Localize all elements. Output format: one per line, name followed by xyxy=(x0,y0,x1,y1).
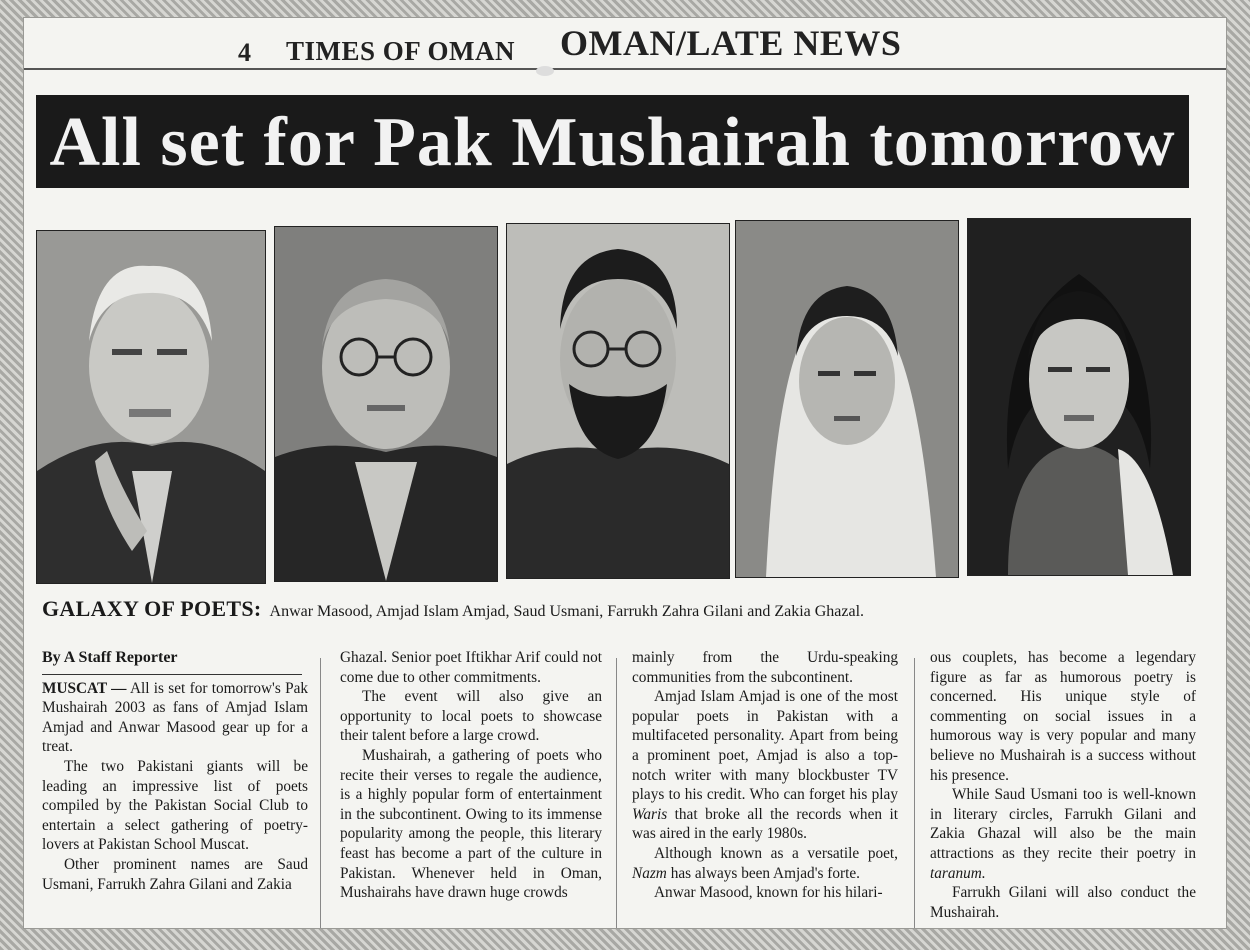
paragraph-text: While Saud Usmani too is well-known in literary circles, Farrukh Gilani and Zakia Ghazal will also be the main attractions as they recite their poetry in xyxy=(930,786,1196,862)
photo-saud-usmani xyxy=(506,223,730,579)
article-column-4 xyxy=(930,648,1196,922)
photo-zakia-ghazal xyxy=(967,218,1191,576)
column-divider xyxy=(616,658,617,928)
column-divider xyxy=(320,658,321,928)
paragraph-text: Although known as a versatile poet, xyxy=(654,844,898,862)
article-paragraph: Mushairah, a gathering of poets who recite their verses to regale the audience, is a highly popular form of entertainment in the subcontinent. Owing to its immense popularity among the people, this literary feast has become a part of the culture in Pakistan. Whenever held in Oman, Mushairahs have drawn huge crowds xyxy=(340,746,602,902)
paragraph-text: has always been Amjad's forte. xyxy=(670,864,860,882)
article-column-2 xyxy=(340,648,602,903)
photo-farrukh-zahra-gilani xyxy=(735,220,959,578)
style-name: taranum. xyxy=(930,864,986,882)
article-column-1 xyxy=(42,648,308,894)
article-paragraph xyxy=(632,687,898,844)
paper-blemish xyxy=(536,66,554,76)
article-paragraph xyxy=(930,785,1196,883)
photo-anwar-masood xyxy=(36,230,266,584)
form-name: Nazm xyxy=(632,864,667,882)
newspaper-clipping xyxy=(24,18,1226,928)
article-column-3 xyxy=(632,648,898,903)
article-paragraph xyxy=(42,679,308,757)
article-paragraph: Other prominent names are Saud Usmani, Farrukh Zahra Gilani and Zakia xyxy=(42,855,308,893)
article-paragraph: Farrukh Gilani will also conduct the Mushairah. xyxy=(930,884,1196,921)
headline-bar xyxy=(36,95,1189,188)
article-paragraph: Ghazal. Senior poet Iftikhar Arif could not come due to other commitments. xyxy=(340,649,602,686)
paragraph-text: Amjad Islam Amjad is one of the most popular poets in Pakistan with a multifaceted personality. Apart from being a prominent poet, Amjad is also a top-notch writer with many blockbuster TV plays to his credit. Who can forget his play xyxy=(632,688,898,804)
photo-amjad-islam-amjad xyxy=(274,226,498,582)
headline: All set for Pak Mushairah tomorrow xyxy=(49,104,1176,181)
play-title: Waris xyxy=(632,805,668,823)
dateline: MUSCAT — xyxy=(42,679,127,697)
masthead-rule xyxy=(24,68,1226,70)
article-paragraph xyxy=(632,844,898,883)
article-paragraph: mainly from the Urdu-speaking communities from the subcontinent. xyxy=(632,649,898,686)
section-title: OMAN/LATE NEWS xyxy=(560,23,902,63)
byline: By A Staff Reporter xyxy=(42,648,302,675)
column-divider xyxy=(914,658,915,928)
paragraph-text: that broke all the records when it was aired in the early 1980s. xyxy=(632,805,898,843)
newspaper-name: TIMES OF OMAN xyxy=(286,36,515,66)
article-paragraph: Anwar Masood, known for his hilari- xyxy=(654,884,883,902)
caption-text: Anwar Masood, Amjad Islam Amjad, Saud Usmani, Farrukh Zahra Gilani and Zakia Ghazal. xyxy=(269,603,865,620)
article-paragraph: The event will also give an opportunity to local poets to showcase their talent before a large crowd. xyxy=(340,688,602,745)
caption-label: GALAXY OF POETS: xyxy=(42,596,262,621)
page-number: 4 xyxy=(238,38,251,67)
article-paragraph: The two Pakistani giants will be leading an impressive list of poets compiled by the Pakistan Social Club to entertain a select gathering of poetry-lovers at Pakistan School Muscat. xyxy=(42,757,308,854)
article-paragraph: ous couplets, has become a legendary figure as far as humorous poetry is concerned. His unique style of commenting on social issues in a humorous way is very popular and many believe no Mushairah is a success without his presence. xyxy=(930,649,1196,784)
paragraph-text: All is set for tomorrow's Pak Mushairah 2003 as fans of Amjad Islam Amjad and Anwar Masood gear up for a treat. xyxy=(42,679,309,756)
photo-caption xyxy=(42,596,864,622)
masthead xyxy=(24,18,1226,68)
